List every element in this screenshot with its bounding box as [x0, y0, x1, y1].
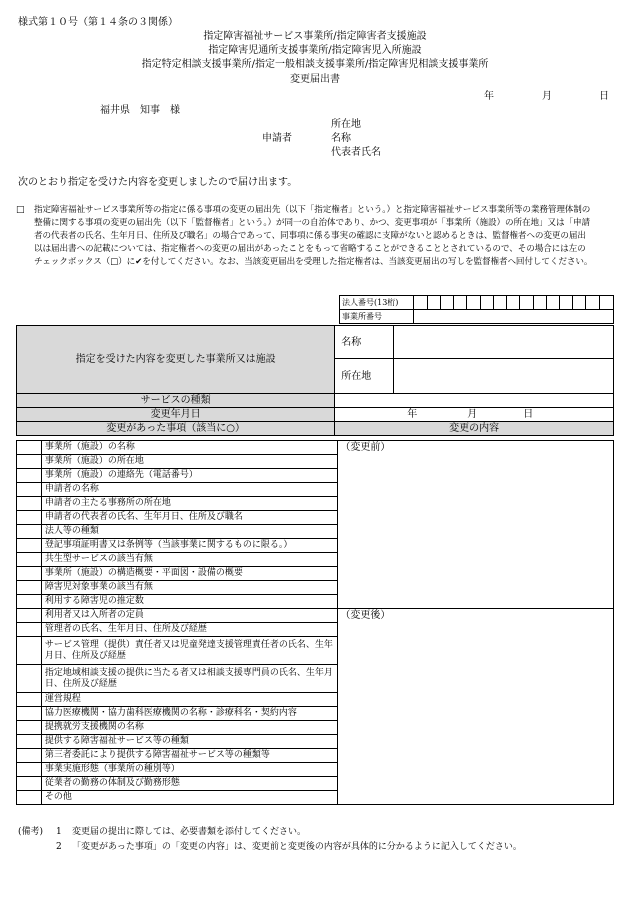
corp-digit[interactable] [414, 296, 427, 310]
notice-text: 指定障害福祉サービス事業所等の指定に係る事項の変更の届出先（以下「指定権者」という。）と指定障害福祉サービス事業所等の業務管理体制の整備に関する事項の変更の届出先（以下「監督権者」という。）が同一の自治体であり、かつ、変更事項が「事業所（施設）の所在地」又は「申請者の代表者の氏名、生年月日、住所及び職名」の場合であって、同事項に係る事実の確認に支障がないと認めるときは、監督権者への変更の届出以は届出書への記載については、指定権者への変更の届出があったことをもって省略することができることとされているので、その場合には左のチェックボックス（□）に✔を付してください。なお、当該変更届出を受理した指定権者は、当該変更届出の写しを監督権者へ回付してください。 [34, 205, 593, 267]
corp-digit[interactable] [533, 296, 546, 310]
service-type-label: サービスの種類 [17, 394, 335, 408]
item-checkbox[interactable] [17, 567, 42, 581]
item-checkbox[interactable] [17, 581, 42, 595]
item-checkbox[interactable] [17, 623, 42, 637]
list-item: 事業所（施設）の名称 [41, 441, 338, 455]
item-checkbox[interactable] [17, 609, 42, 623]
list-item: 申請者の代表者の氏名、生年月日、住所及び職名 [41, 511, 338, 525]
items-table [16, 440, 614, 805]
corp-digit[interactable] [440, 296, 453, 310]
item-checkbox[interactable] [17, 637, 42, 665]
corp-digit[interactable] [467, 296, 480, 310]
item-checkbox[interactable] [17, 735, 42, 749]
changed-items-header: 変更があった事項（該当に○） [17, 422, 335, 436]
corp-digit[interactable] [493, 296, 506, 310]
number-table [339, 295, 614, 324]
list-item: その他 [41, 791, 338, 805]
list-item: 申請者の主たる事務所の所在地 [41, 497, 338, 511]
facility-name-label: 名称 [335, 326, 393, 359]
item-checkbox[interactable] [17, 525, 42, 539]
item-checkbox[interactable] [17, 539, 42, 553]
date-month: 月 [542, 91, 552, 102]
list-item: サービス管理（提供）責任者又は児童発達支援管理責任者の氏名、生年月日、住所及び経歴 [41, 637, 338, 665]
corp-digit[interactable] [507, 296, 520, 310]
list-item: 事業所（施設）の構造概要・平面図・設備の概要 [41, 567, 338, 581]
main-table [16, 325, 614, 436]
list-item: 運営規程 [41, 693, 338, 707]
list-item: 共生型サービスの該当有無 [41, 553, 338, 567]
applicant-label: 申請者 [262, 133, 292, 144]
after-label: （変更後） [340, 610, 391, 621]
item-checkbox[interactable] [17, 693, 42, 707]
facility-name-field[interactable] [393, 326, 613, 359]
notice-checkbox[interactable]: □ [16, 205, 25, 215]
service-type-field[interactable] [335, 394, 614, 408]
addressee: 福井県 知事 様 [100, 105, 180, 116]
remark-number: 2 [56, 842, 62, 852]
list-item: 障害児対象事業の該当有無 [41, 581, 338, 595]
intro-text: 次のとおり指定を受けた内容を変更しましたので届け出ます。 [18, 177, 298, 188]
item-checkbox[interactable] [17, 497, 42, 511]
list-item: 利用者又は入所者の定員 [41, 609, 338, 623]
corp-digit[interactable] [427, 296, 440, 310]
list-item: 管理者の氏名、生年月日、住所及び経歴 [41, 623, 338, 637]
title-line-2: 指定障害児通所支援事業所/指定障害児入所施設 [208, 45, 422, 56]
facility-address-label: 所在地 [335, 359, 393, 394]
applicant-address-label: 所在地 [331, 119, 361, 130]
item-checkbox[interactable] [17, 749, 42, 763]
item-checkbox[interactable] [17, 763, 42, 777]
before-content-field[interactable] [338, 441, 614, 609]
item-checkbox[interactable] [17, 469, 42, 483]
list-item: 提供する障害福祉サービス等の種類 [41, 735, 338, 749]
corp-digit[interactable] [546, 296, 559, 310]
facility-address-field[interactable] [393, 359, 613, 394]
item-checkbox[interactable] [17, 791, 42, 805]
facility-label: 指定を受けた内容を変更した事業所又は施設 [17, 326, 335, 394]
change-date-field[interactable] [335, 408, 614, 422]
list-item: 提携就労支援機関の名称 [41, 721, 338, 735]
list-item: 第三者委託により提供する障害福祉サービス等の種類等 [41, 749, 338, 763]
list-item: 登記事項証明書又は条例等（当該事業に関するものに限る。） [41, 539, 338, 553]
remark-text: 「変更があった事項」の「変更の内容」は、変更前と変更後の内容が具体的に分かるように記入してください。 [72, 842, 522, 852]
applicant-name-label: 名称 [331, 133, 351, 144]
change-date-year: 年 [407, 409, 418, 420]
content-header: 変更の内容 [335, 422, 614, 436]
title-line-3: 指定特定相談支援事業所/指定一般相談支援事業所/指定障害児相談支援事業所 [141, 59, 489, 70]
list-item: 協力医療機関・協力歯科医療機関の名称・診療科名・契約内容 [41, 707, 338, 721]
list-item: 事業所（施設）の連絡先（電話番号） [41, 469, 338, 483]
title-line-1: 指定障害福祉サービス事業所/指定障害者支援施設 [203, 31, 427, 42]
remark-text: 変更届の提出に際しては、必要書類を添付してください。 [72, 827, 307, 837]
list-item: 利用する障害児の推定数 [41, 595, 338, 609]
list-item: 申請者の名称 [41, 483, 338, 497]
date-year: 年 [484, 91, 494, 102]
list-item: 従業者の勤務の体制及び勤務形態 [41, 777, 338, 791]
item-checkbox[interactable] [17, 707, 42, 721]
corp-digit[interactable] [573, 296, 586, 310]
item-checkbox[interactable] [17, 441, 42, 455]
item-checkbox[interactable] [17, 777, 42, 791]
date-day: 日 [599, 91, 609, 102]
item-checkbox[interactable] [17, 511, 42, 525]
change-date-day: 日 [523, 409, 534, 420]
office-number-field[interactable] [414, 310, 614, 324]
corp-digit[interactable] [480, 296, 493, 310]
item-checkbox[interactable] [17, 595, 42, 609]
list-item: 事業所（施設）の所在地 [41, 455, 338, 469]
corp-digit[interactable] [454, 296, 467, 310]
remarks-label: (備考) [18, 827, 44, 837]
list-item: 法人等の種類 [41, 525, 338, 539]
item-checkbox[interactable] [17, 665, 42, 693]
item-checkbox[interactable] [17, 483, 42, 497]
remark-number: 1 [56, 827, 62, 837]
corp-digit[interactable] [520, 296, 533, 310]
list-item: 事業実施形態（事業所の種別等） [41, 763, 338, 777]
corp-number-label: 法人番号(13桁) [340, 296, 414, 310]
applicant-representative-label: 代表者氏名 [331, 147, 381, 158]
corp-digit[interactable] [586, 296, 599, 310]
before-label: （変更前） [340, 442, 391, 453]
corp-digit[interactable] [559, 296, 572, 310]
corp-digit[interactable] [599, 296, 613, 310]
item-checkbox[interactable] [17, 721, 42, 735]
item-checkbox[interactable] [17, 455, 42, 469]
change-date-month: 月 [467, 409, 478, 420]
form-number: 様式第１０号（第１４条の３関係） [18, 17, 178, 28]
document-title: 変更届出書 [290, 74, 340, 85]
office-number-label: 事業所番号 [340, 310, 414, 324]
list-item: 指定地域相談支援の提供に当たる者又は相談支援専門員の氏名、生年月日、住所及び経歴 [41, 665, 338, 693]
change-date-label: 変更年月日 [17, 408, 335, 422]
after-content-field[interactable] [338, 609, 614, 805]
item-checkbox[interactable] [17, 553, 42, 567]
